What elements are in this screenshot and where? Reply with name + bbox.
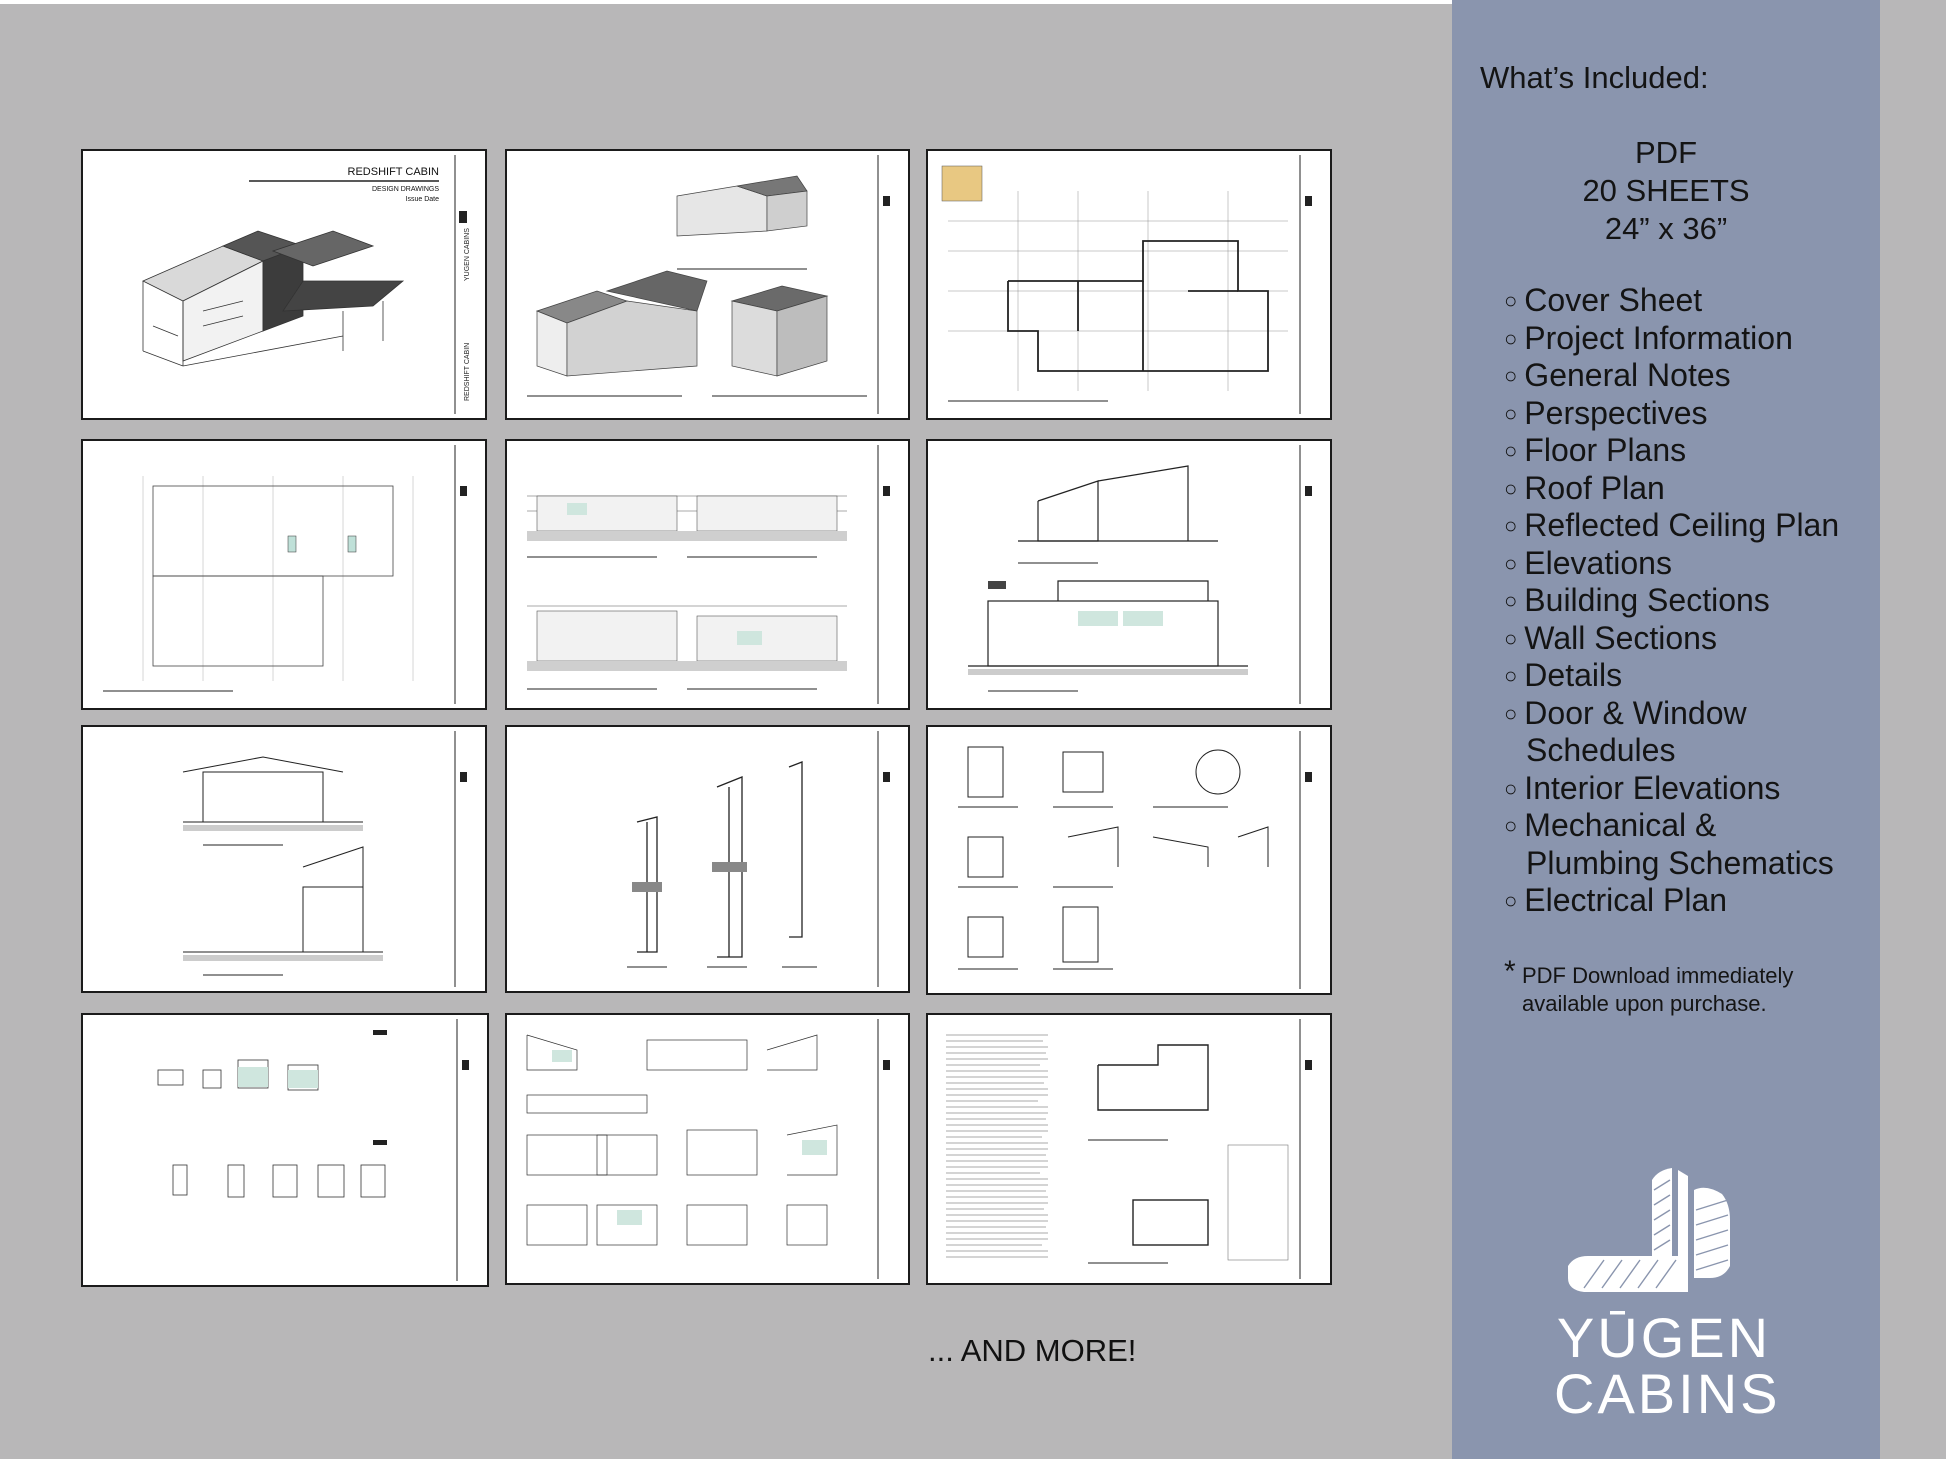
list-item: ○ Electrical Plan xyxy=(1504,882,1728,918)
interior-elevations-sheet xyxy=(505,1013,910,1285)
circle-bullet-icon: ○ xyxy=(1504,475,1518,501)
yugen-cabins-logo xyxy=(1554,1160,1781,1425)
list-item: ○ Perspectives xyxy=(1504,394,1708,431)
list-item: ○ Elevations xyxy=(1504,544,1672,581)
svg-text:REDSHIFT CABIN: REDSHIFT CABIN xyxy=(464,342,471,401)
format-sheet-size: 24” x 36” xyxy=(1604,211,1728,246)
cover-sheet xyxy=(81,149,487,420)
format-info xyxy=(1452,134,1880,248)
format-type: PDF xyxy=(1635,135,1697,170)
circle-bullet-icon: ○ xyxy=(1504,325,1518,351)
circle-bullet-icon: ○ xyxy=(1504,438,1518,463)
electrical-plan-sheet xyxy=(926,1013,1332,1285)
circle-bullet-icon: ○ xyxy=(1504,400,1518,426)
floor-plan-sheet xyxy=(926,149,1332,420)
circle-bullet-icon: ○ xyxy=(1504,625,1518,651)
svg-text:YUGEN CABINS: YUGEN CABINS xyxy=(464,228,471,281)
circle-bullet-icon: ○ xyxy=(1504,363,1518,388)
list-item: ○ Cover Sheet xyxy=(1504,282,1703,318)
circle-bullet-icon: ○ xyxy=(1504,775,1518,801)
building-sections-2-sheet xyxy=(81,725,487,993)
download-note xyxy=(1504,955,1794,1018)
brand-line-2: CABINS xyxy=(1554,1362,1781,1425)
list-item: ○ Mechanical & Plumbing Schematics xyxy=(1504,807,1834,881)
asterisk: * xyxy=(1504,955,1516,988)
list-item: ○ Project Information xyxy=(1504,319,1793,356)
list-item: ○ Details xyxy=(1504,657,1623,693)
circle-bullet-icon: ○ xyxy=(1504,813,1518,838)
panel-heading: What’s Included: xyxy=(1480,60,1709,95)
circle-bullet-icon: ○ xyxy=(1504,663,1518,688)
format-sheet-count: 20 SHEETS xyxy=(1582,173,1750,208)
roof-plan-sheet xyxy=(81,439,487,710)
window-door-schedule-sheet xyxy=(81,1013,489,1287)
list-item: ○ Interior Elevations xyxy=(1504,769,1781,806)
circle-bullet-icon: ○ xyxy=(1504,513,1518,538)
cabin-perspective-sketch xyxy=(143,231,403,366)
details-sheet xyxy=(926,725,1332,995)
circle-bullet-icon: ○ xyxy=(1504,700,1518,726)
circle-bullet-icon: ○ xyxy=(1504,550,1518,576)
cover-title: REDSHIFT CABIN xyxy=(347,166,439,178)
list-item: ○ Roof Plan xyxy=(1504,469,1665,506)
list-item: ○ General Notes xyxy=(1504,357,1731,393)
and-more-caption: ... AND MORE! xyxy=(928,1333,1137,1368)
circle-bullet-icon: ○ xyxy=(1504,288,1518,313)
note-line-1: PDF Download immediately xyxy=(1522,963,1794,988)
right-margin xyxy=(1880,0,1946,1459)
included-list xyxy=(1504,282,1839,920)
list-item: ○ Building Sections xyxy=(1504,582,1770,618)
perspectives-sheet xyxy=(505,149,910,420)
list-item: ○ Door & Window Schedules xyxy=(1504,694,1747,768)
list-item: ○ Floor Plans xyxy=(1504,432,1687,468)
circle-bullet-icon: ○ xyxy=(1504,888,1518,913)
wall-sections-sheet xyxy=(505,725,910,993)
note-line-2: available upon purchase. xyxy=(1522,991,1767,1016)
whats-included-panel xyxy=(1452,0,1880,1459)
brand-line-1: YŪGEN xyxy=(1556,1306,1772,1369)
cover-subtitle: DESIGN DRAWINGS xyxy=(371,186,439,193)
list-item: ○ Reflected Ceiling Plan xyxy=(1504,507,1840,543)
cabin-logo-icon xyxy=(1554,1160,1774,1310)
building-elevations-sheet xyxy=(505,439,910,710)
cover-date: Issue Date xyxy=(405,196,439,203)
building-sections-sheet xyxy=(926,439,1332,710)
list-item: ○ Wall Sections xyxy=(1504,619,1717,656)
circle-bullet-icon: ○ xyxy=(1504,588,1518,613)
